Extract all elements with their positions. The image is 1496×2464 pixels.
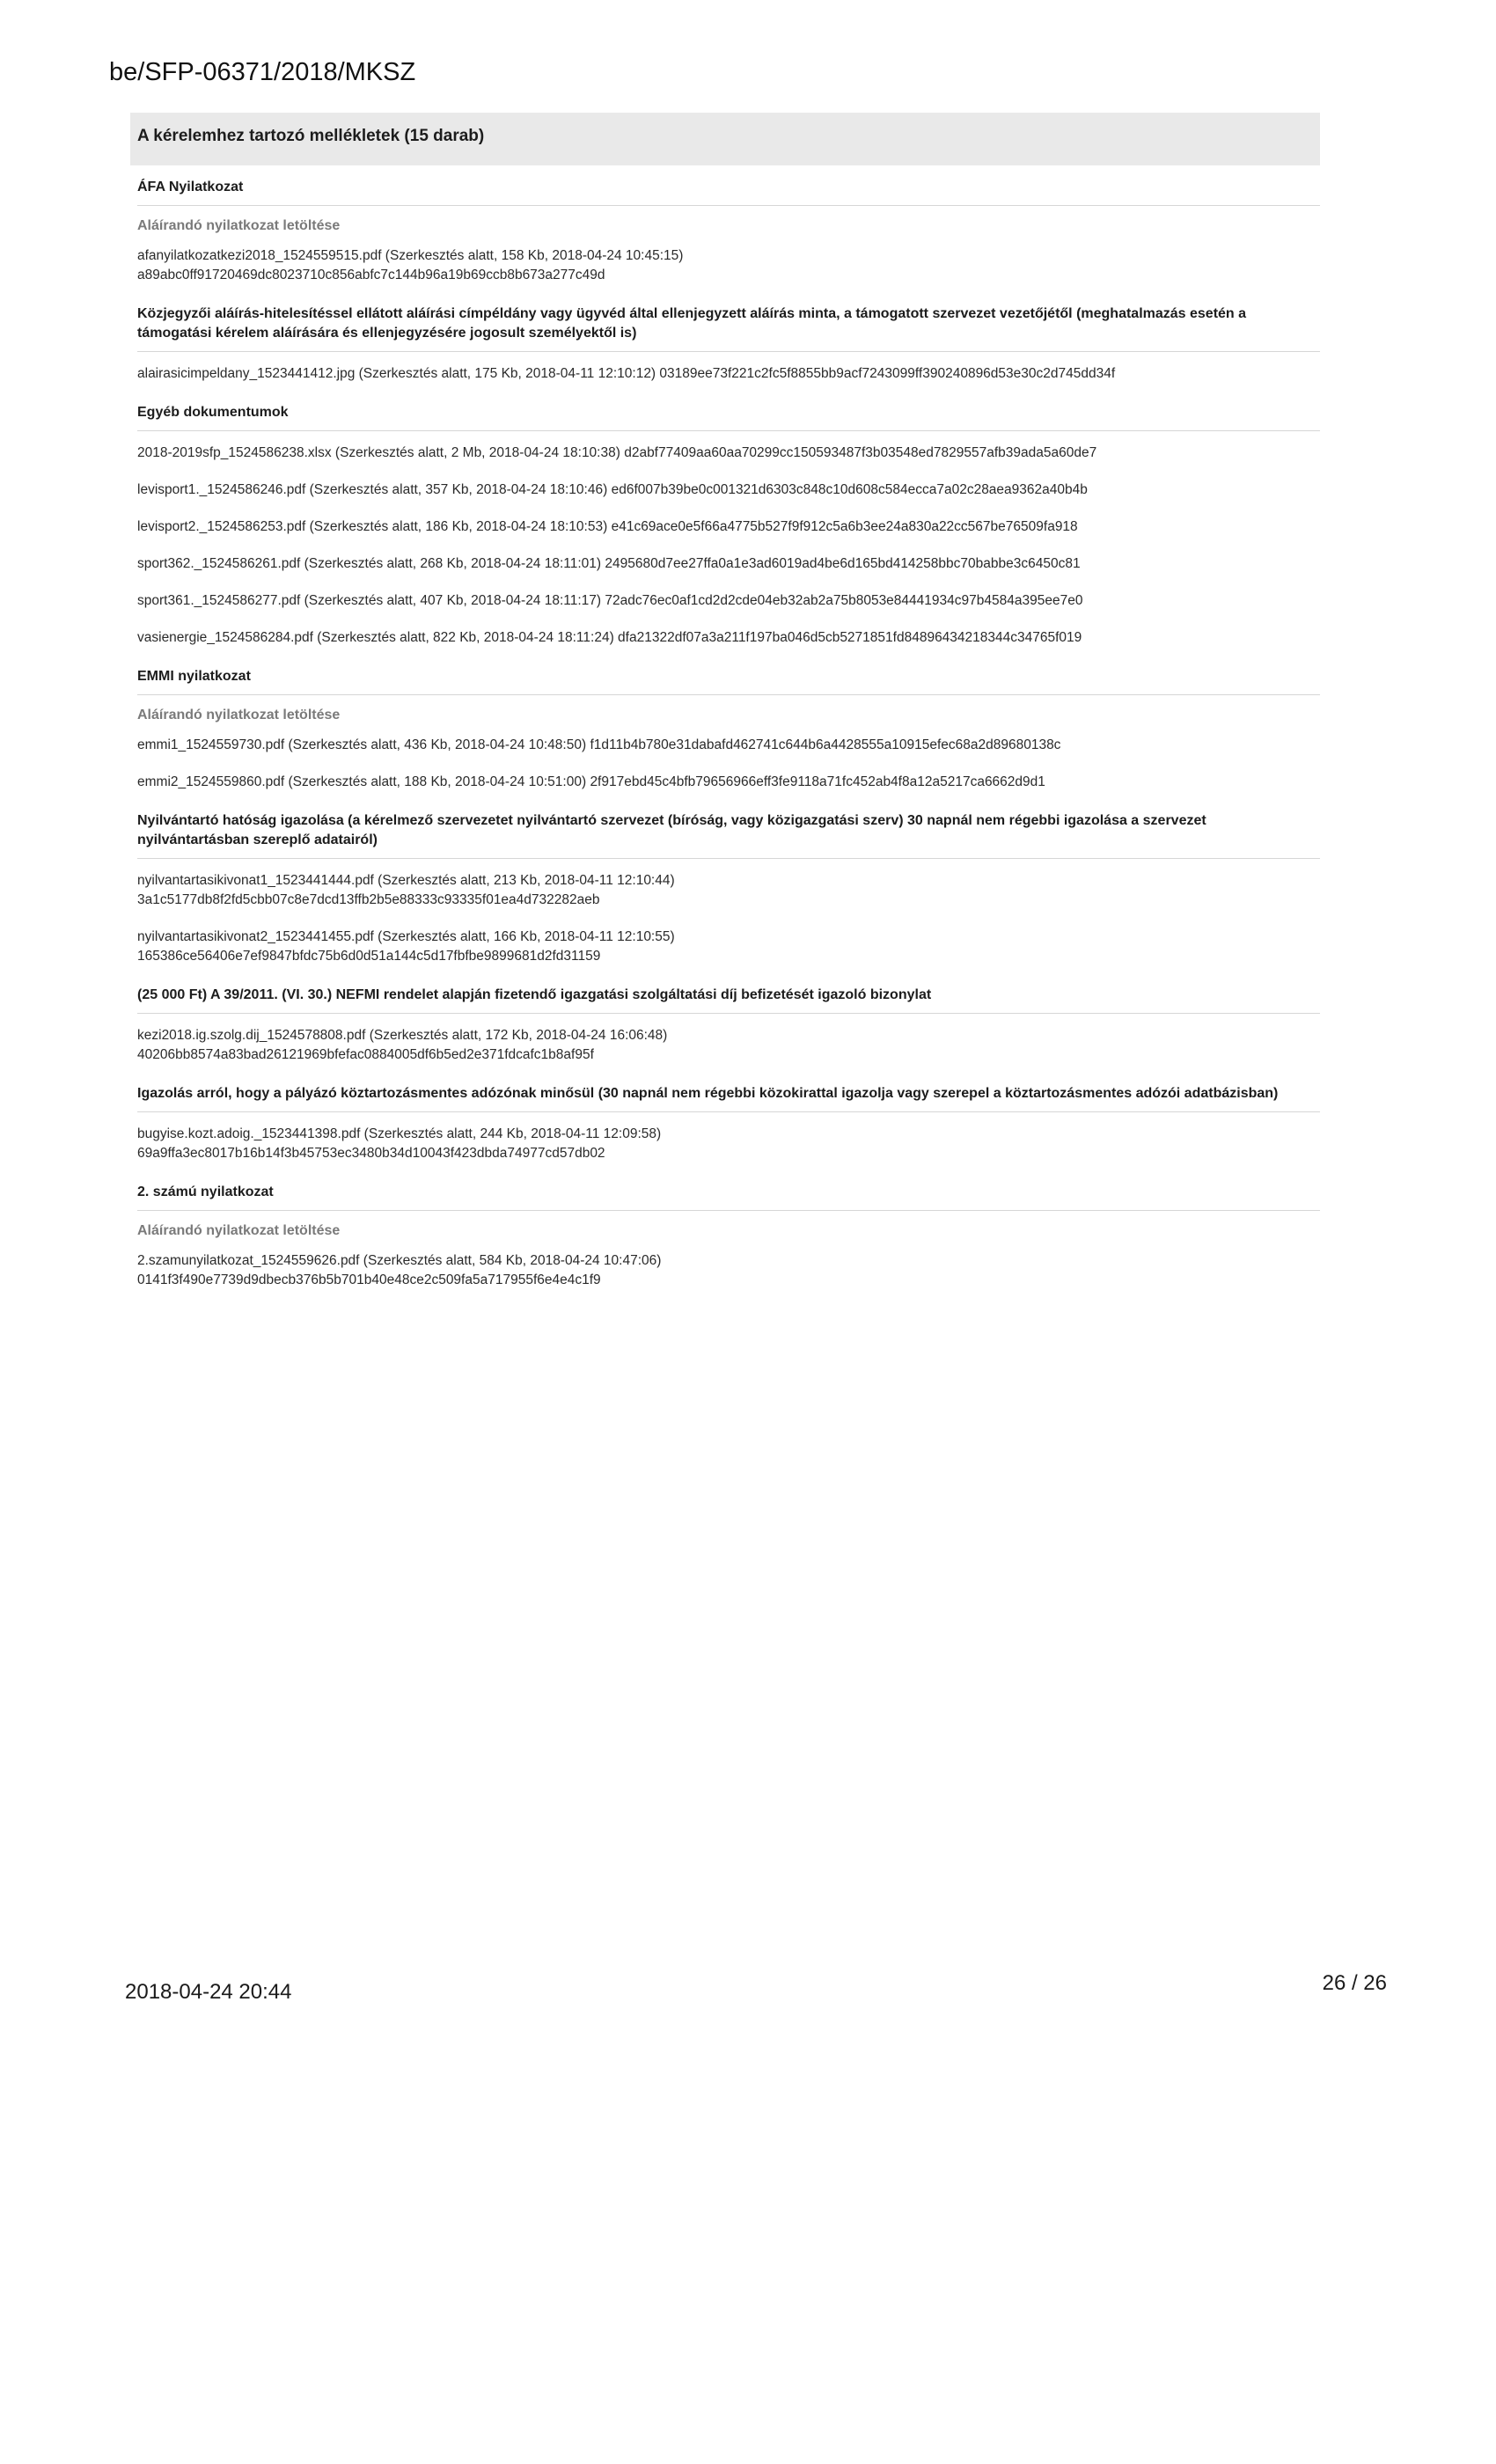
file-name[interactable]: afanyilatkozatkezi2018_1524559515.pdf (Szerkesztés alatt, 158 Kb, 2018-04-24 10:45:15) [137, 248, 684, 263]
file-hash: f1d11b4b780e31dabafd462741c644b6a4428555a10915efec68a2d89680138c [590, 737, 1061, 752]
file-name[interactable]: kezi2018.ig.szolg.dij_1524578808.pdf (Szerkesztés alatt, 172 Kb, 2018-04-24 16:06:48) [137, 1028, 668, 1043]
file-hash: 2f917ebd45c4bfb79656966eff3fe9118a71fc452ab4f8a12a5217ca6662d9d1 [590, 774, 1045, 789]
file-hash: ed6f007b39be0c001321d6303c848c10d608c584ecca7a02c28aea9362a40b4b [611, 482, 1088, 497]
section-title: (25 000 Ft) A 39/2011. (VI. 30.) NEFMI rendelet alapján fizetendő igazgatási szolgáltatási díj befizetését igazoló bizonylat [137, 986, 1320, 1014]
page-number: 26 / 26 [1322, 1971, 1387, 1995]
file-name[interactable]: emmi1_1524559730.pdf (Szerkesztés alatt, 436 Kb, 2018-04-24 10:48:50) [137, 737, 587, 752]
section-title: 2. számú nyilatkozat [137, 1183, 1320, 1211]
file-hash: e41c69ace0e5f66a4775b527f9f912c5a6b3ee24a830a22cc567be76509fa918 [611, 519, 1078, 534]
section-title: Nyilvántartó hatóság igazolása (a kérelmező szervezetet nyilvántartó szervezet (bíróság, vagy közigazgatási szerv) 30 napnál nem régebbi igazolása a szervezet nyilvántartásban szereplő adatairól) [137, 811, 1320, 859]
file-name[interactable]: emmi2_1524559860.pdf (Szerkesztés alatt, 188 Kb, 2018-04-24 10:51:00) [137, 774, 587, 789]
file-entry [137, 364, 1320, 384]
section-declaration-2 [130, 1183, 1320, 1290]
file-hash: a89abc0ff91720469dc8023710c856abfc7c144b96a19b69ccb8b673a277c49d [137, 268, 605, 282]
section-title: Közjegyzői aláírás-hitelesítéssel ellátott aláírási címpéldány vagy ügyvéd által ellenjegyzett aláírás minta, a támogatott szervezet vezetőjétől (meghatalmazás esetén a támogatási kérelem aláírására és ellenjegyzésére jogosult személyektől is) [137, 304, 1320, 352]
section-afa [130, 178, 1320, 285]
file-name[interactable]: 2018-2019sfp_1524586238.xlsx (Szerkesztés alatt, 2 Mb, 2018-04-24 18:10:38) [137, 445, 620, 460]
file-hash: 69a9ffa3ec8017b16b14f3b45753ec3480b34d10043f423dbda74977cd57db02 [137, 1146, 605, 1161]
file-hash: d2abf77409aa60aa70299cc150593487f3b03548ed7829557afb39ada5a60de7 [624, 445, 1097, 460]
file-name[interactable]: nyilvantartasikivonat2_1523441455.pdf (Szerkesztés alatt, 166 Kb, 2018-04-11 12:10:55) [137, 929, 675, 944]
section-other-documents [130, 403, 1320, 648]
file-name[interactable]: levisport1._1524586246.pdf (Szerkesztés alatt, 357 Kb, 2018-04-24 18:10:46) [137, 482, 608, 497]
file-entry [137, 444, 1320, 463]
download-declaration-link[interactable]: Aláírandó nyilatkozat letöltése [137, 218, 341, 233]
print-datetime: 2018-04-24 20:44 [125, 1980, 292, 2004]
file-hash: 0141f3f490e7739d9dbecb376b5b701b40e48ce2c509fa5a717955f6e4e4c1f9 [137, 1272, 601, 1287]
file-entry [137, 480, 1320, 500]
file-hash: 3a1c5177db8f2fd5cbb07c8e7dcd13ffb2b5e88333c93335f01ea4d732282aeb [137, 892, 600, 907]
section-title: Egyéb dokumentumok [137, 403, 1320, 431]
section-title: ÁFA Nyilatkozat [137, 178, 1320, 206]
file-name[interactable]: bugyise.kozt.adoig._1523441398.pdf (Szerkesztés alatt, 244 Kb, 2018-04-11 12:09:58) [137, 1126, 662, 1141]
file-name[interactable]: levisport2._1524586253.pdf (Szerkesztés alatt, 186 Kb, 2018-04-24 18:10:53) [137, 519, 608, 534]
file-hash: 2495680d7ee27ffa0a1e3ad6019ad4be6d165bd414258bbc70babbe3c6450c81 [605, 556, 1081, 571]
file-entry [137, 554, 1320, 574]
section-fee-receipt [130, 986, 1320, 1065]
document-id: be/SFP-06371/2018/MKSZ [109, 58, 416, 86]
file-entry [137, 871, 1320, 910]
file-hash: 40206bb8574a83bad26121969bfefac0884005df6b5ed2e371fdcafc1b8af95f [137, 1047, 594, 1062]
download-declaration-link[interactable]: Aláírandó nyilatkozat letöltése [137, 1223, 341, 1238]
file-entry [137, 736, 1320, 755]
file-entry [137, 591, 1320, 611]
section-emmi [130, 667, 1320, 792]
file-hash: 72adc76ec0af1cd2d2cde04eb32ab2a75b8053e84441934c97b4584a395ee7e0 [605, 593, 1083, 608]
file-name[interactable]: nyilvantartasikivonat1_1523441444.pdf (Szerkesztés alatt, 213 Kb, 2018-04-11 12:10:44) [137, 873, 675, 888]
file-hash: 165386ce56406e7ef9847bfdc75b6d0d51a144c5d17fbfbe9899681d2fd31159 [137, 949, 601, 964]
file-name[interactable]: sport362._1524586261.pdf (Szerkesztés alatt, 268 Kb, 2018-04-24 18:11:01) [137, 556, 602, 571]
section-title: Igazolás arról, hogy a pályázó köztartozásmentes adózónak minősül (30 napnál nem régebbi közokirattal igazolja vagy szerepel a köztartozásmentes adózói adatbázisban) [137, 1084, 1320, 1112]
file-name[interactable]: 2.szamunyilatkozat_1524559626.pdf (Szerkesztés alatt, 584 Kb, 2018-04-24 10:47:06) [137, 1253, 662, 1268]
section-title: EMMI nyilatkozat [137, 667, 1320, 695]
file-entry [137, 928, 1320, 966]
file-entry [137, 246, 1320, 285]
file-hash: 03189ee73f221c2fc5f8855bb9acf7243099ff390240896d53e30c2d745dd34f [659, 366, 1116, 381]
file-name[interactable]: sport361._1524586277.pdf (Szerkesztés alatt, 407 Kb, 2018-04-24 18:11:17) [137, 593, 602, 608]
attachments-heading: A kérelemhez tartozó mellékletek (15 darab) [130, 113, 1320, 165]
section-signature-sample [130, 304, 1320, 384]
file-entry [137, 1125, 1320, 1163]
section-tax-clearance [130, 1084, 1320, 1163]
file-hash: dfa21322df07a3a211f197ba046d5cb5271851fd84896434218344c34765f019 [618, 630, 1082, 645]
download-declaration-link[interactable]: Aláírandó nyilatkozat letöltése [137, 708, 341, 722]
file-entry [137, 773, 1320, 792]
file-entry [137, 517, 1320, 537]
file-entry [137, 1251, 1320, 1290]
section-registry-certificate [130, 811, 1320, 966]
file-name[interactable]: alairasicimpeldany_1523441412.jpg (Szerkesztés alatt, 175 Kb, 2018-04-11 12:10:12) [137, 366, 656, 381]
attachments-panel [130, 113, 1320, 1308]
file-name[interactable]: vasienergie_1524586284.pdf (Szerkesztés alatt, 822 Kb, 2018-04-24 18:11:24) [137, 630, 614, 645]
file-entry [137, 628, 1320, 648]
file-entry [137, 1026, 1320, 1065]
